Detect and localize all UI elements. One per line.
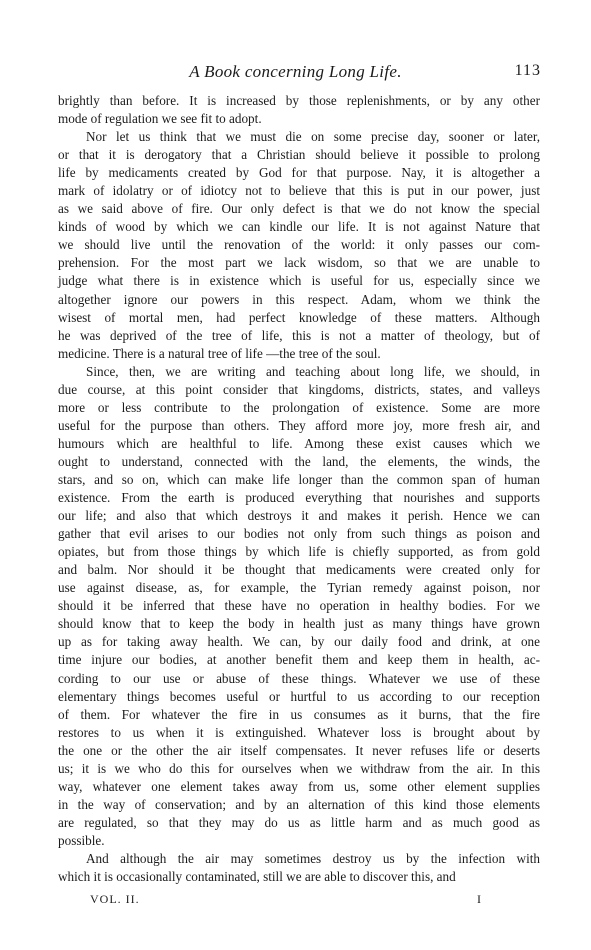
running-head xyxy=(0,62,591,84)
text-line: wisest of mortal men, had perfect knowledge of these matters. Although xyxy=(58,309,540,325)
page-number: 113 xyxy=(514,62,541,79)
text-line: opiates, but from those things by which life is chiefly supported, as from gold xyxy=(58,544,540,560)
text-line: Nor let us think that we must die on some precise day, sooner or later, xyxy=(86,129,540,145)
text-line: kinds of wood by which we can kindle our life. It is not against Nature that xyxy=(58,219,540,235)
text-line: way, whatever one element takes away from us, some other element supplies xyxy=(58,778,540,794)
text-line: elementary things becomes useful or hurtful to us according to our reception xyxy=(58,688,540,704)
text-line: and balm. Nor should it be thought that medicaments were created only for xyxy=(58,562,540,578)
text-line: medicine. There is a natural tree of life —the tree of the soul. xyxy=(58,345,381,361)
text-line: possible. xyxy=(58,832,105,848)
text-line: cording to our use or abuse of these things. Whatever we use of these xyxy=(58,670,540,686)
text-line: as we said above of fire. Our only defect is that we do not know the special xyxy=(58,201,540,217)
text-line: ought to understand, connected with the land, the elements, the winds, the xyxy=(58,453,540,469)
body-text xyxy=(58,92,540,886)
text-line: And although the air may sometimes destroy us by the infection with xyxy=(86,850,540,866)
text-line: humours which are healthful to life. Among these exist causes which we xyxy=(58,435,540,451)
text-line: are regulated, so that they may do us as little harm and as much good as xyxy=(58,814,540,830)
text-line: we should live until the renovation of the world: it only passes our com- xyxy=(58,237,540,253)
text-line: up as for taking away health. We can, by our daily food and drink, at one xyxy=(58,634,540,650)
text-line: which it is occasionally contaminated, still we are able to discover this, and xyxy=(58,869,456,885)
text-line: Since, then, we are writing and teaching about long life, we should, in xyxy=(86,363,540,379)
text-line: should it be inferred that these have no operation in healthy bodies. For we xyxy=(58,598,540,614)
text-line: should know that to keep the body in health just as many things have grown xyxy=(58,616,540,632)
text-line: brightly than before. It is increased by those replenishments, or by any other xyxy=(58,93,540,108)
text-line: time injure our bodies, at another benefit them and keep them in health, ac- xyxy=(58,652,540,668)
text-line: the one or the other the air itself compensates. It never refuses life or deserts xyxy=(58,742,540,758)
text-line: prehension. For the most part we lack wisdom, so that we are unable to xyxy=(58,255,540,271)
text-line: stars, and so on, which can make life longer than the common span of human xyxy=(58,471,540,487)
text-line: life by medicaments created by God for that purpose. Nay, it is altogether a xyxy=(58,165,540,181)
text-line: altogether ignore our powers in this respect. Adam, whom we think the xyxy=(58,291,540,307)
text-line: or that it is derogatory that a Christian should believe it possible to prolong xyxy=(58,147,540,163)
text-line: in the way of conservation; and by an alternation of this kind those elements xyxy=(58,796,540,812)
text-line: restores to us when it is extinguished. Whatever loss is brought about by xyxy=(58,724,540,740)
text-line: our life; and also that which destroys it and makes it perish. Hence we can xyxy=(58,508,540,524)
text-line: judge what there is in existence which is useful for us, especially since we xyxy=(58,273,540,289)
page-footer xyxy=(0,892,591,910)
text-line: mode of regulation we see fit to adopt. xyxy=(58,111,262,127)
running-head-title: A Book concerning Long Life. xyxy=(189,62,402,81)
text-line: gather that evil arises to our bodies not only from such things as poison and xyxy=(58,526,540,542)
text-line: existence. From the earth is produced everything that nourishes and supports xyxy=(58,490,540,506)
text-line: mark of idolatry or of idiotcy not to believe that this is put in our power, just xyxy=(58,183,540,199)
text-line: of them. For whatever the fire in us consumes as it burns, that the fire xyxy=(58,706,540,722)
gathering-mark: I xyxy=(477,892,481,906)
text-line: he was deprived of the tree of life, this is not a matter of theology, but of xyxy=(58,327,540,343)
text-line: due course, at this point consider that kingdoms, districts, states, and valleys xyxy=(58,381,540,397)
volume-signature: VOL. II. xyxy=(90,892,140,906)
text-line: use against disease, as, for example, the Tyrian remedy against poison, nor xyxy=(58,580,540,596)
text-line: useful for the purpose than others. They afford more joy, more fresh air, and xyxy=(58,417,540,433)
text-line: more or less contribute to the prolongation of existence. Some are more xyxy=(58,399,540,415)
text-line: us; it is we who do this for ourselves when we withdraw from the air. In this xyxy=(58,760,540,776)
